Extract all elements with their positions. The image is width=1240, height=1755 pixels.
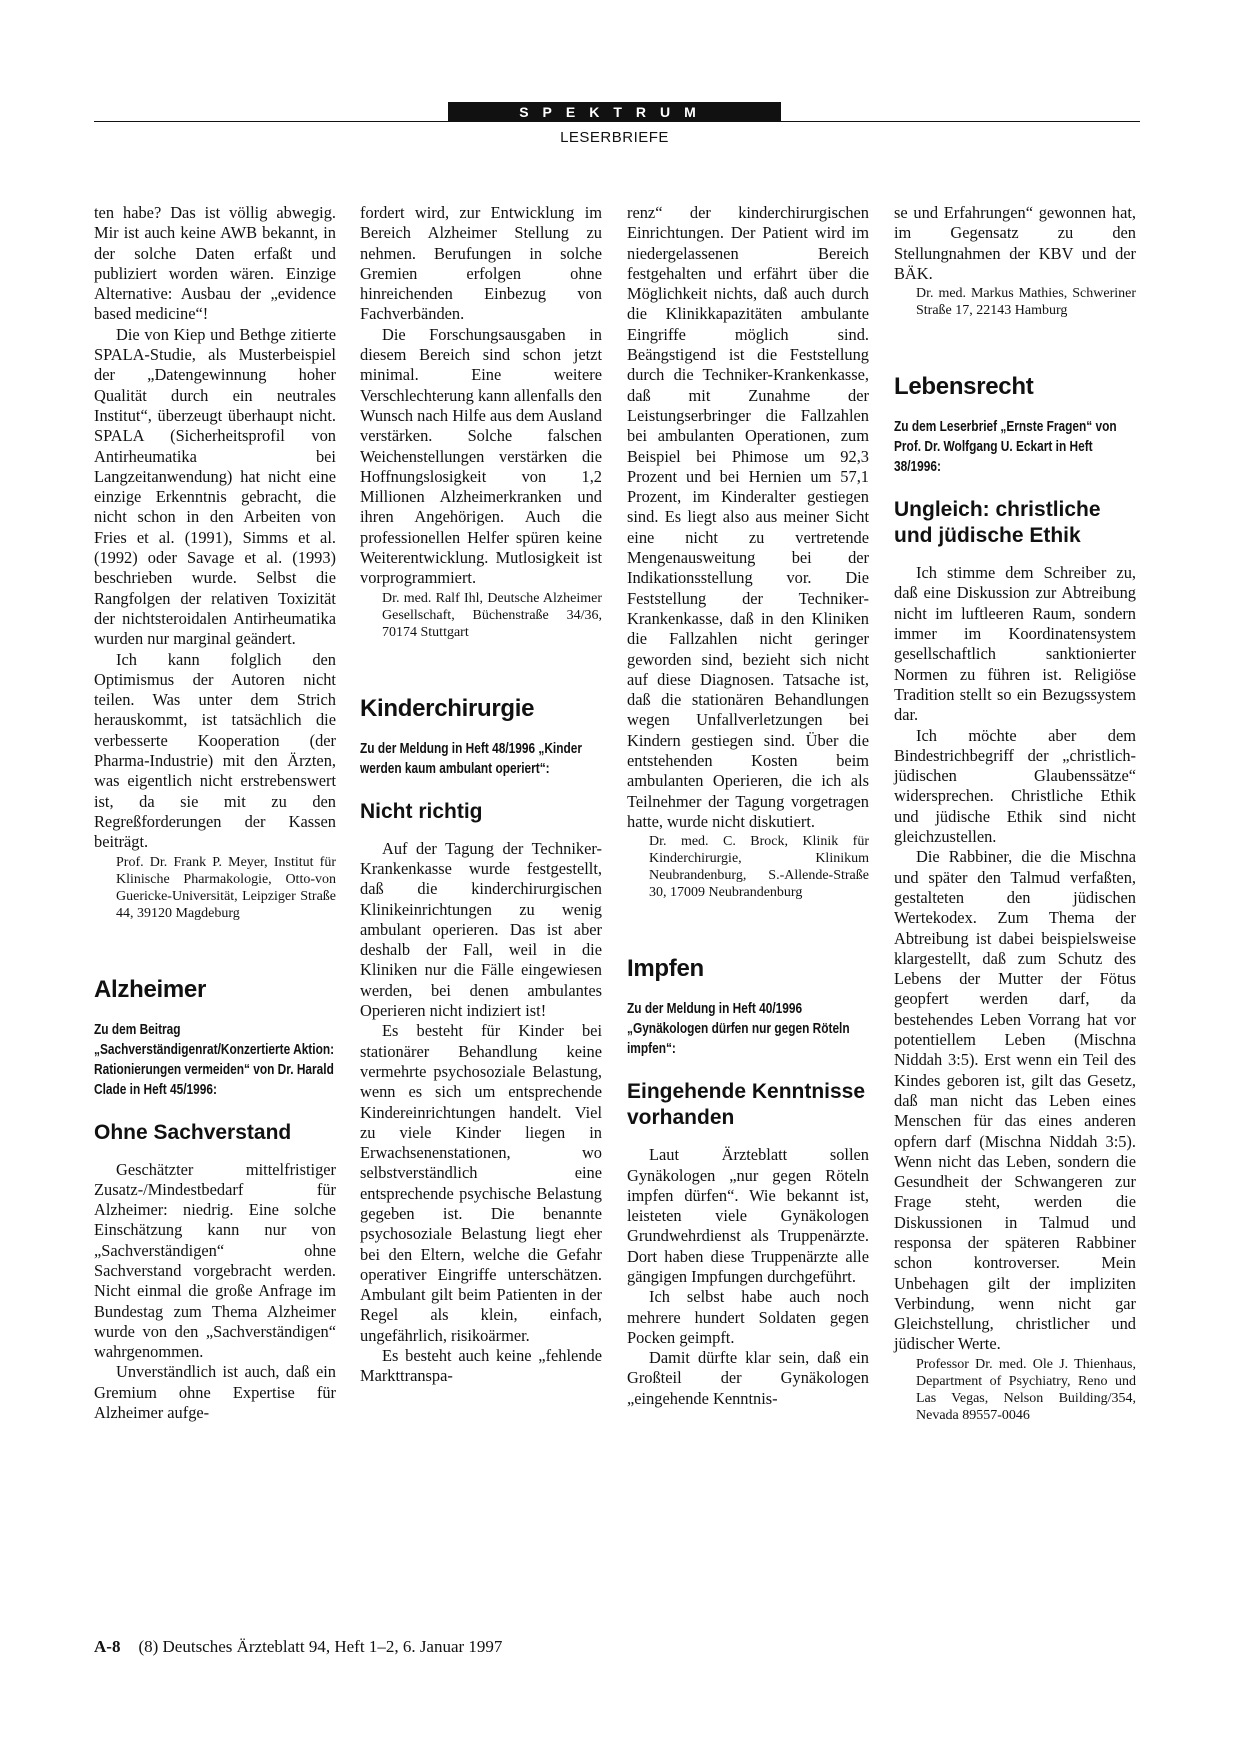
author-signature: Prof. Dr. Frank P. Meyer, Institut für Klinische Pharmakologie, Otto-von Guericke-Universität, Leipziger Straße 44, 39120 Magdeburg xyxy=(116,854,336,921)
paragraph: Geschätzter mittelfristiger Zusatz-/Mindestbedarf für Alzheimer: niedrig. Eine solche Einschätzung kann nur von „Sachverständigen“ ohne Sachverstand vorgebracht werden. Nicht einmal die große Anfrage im Bundestag zum Thema Alzheimer wurde von den „Sachverständigen“ wahrgenommen. xyxy=(94,1159,336,1362)
letter-headline: Eingehende Kenntnisse vorhanden xyxy=(627,1080,866,1130)
section-heading: Impfen xyxy=(627,955,704,983)
letter-headline: Ungleich: christliche und jüdische Ethik xyxy=(894,498,1101,548)
text-column-4 xyxy=(894,203,1136,1424)
author-signature: Professor Dr. med. Ole J. Thienhaus, Department of Psychiatry, Reno und Las Vegas, Nelson Building/354, Nevada 89557-0046 xyxy=(916,1356,1136,1423)
header-rule xyxy=(94,121,1140,122)
paragraph: Die Forschungsausgaben in diesem Bereich sind schon jetzt minimal. Eine weitere Verschlechterung kann allenfalls den Wunsch nach Hilfe aus dem Ausland verstärken. Solche falschen Weichenstellungen verstärken die Hoffnungslosigkeit von 1,2 Millionen Alzheimerkranken und ihren Angehörigen. Auch die professionellen Helfer spüren keine Weiterentwicklung. Mutlosigkeit ist vorprogrammiert. xyxy=(360,324,602,588)
reference-line: Zu dem Beitrag „Sachverständigenrat/Konzertierte Aktion: Rationierungen vermeiden“ von Dr. Harald Clade in Heft 45/1996: xyxy=(94,1021,335,1098)
section-heading: Lebensrecht xyxy=(894,373,1034,401)
reference-line: Zu dem Leserbrief „Ernste Fragen“ von Prof. Dr. Wolfgang U. Eckart in Heft 38/1996: xyxy=(894,419,1117,476)
author-signature: Dr. med. C. Brock, Klinik für Kinderchirurgie, Klinikum Neubrandenburg, S.-Allende-Straße 30, 17009 Neubrandenburg xyxy=(649,834,869,901)
paragraph: Ich möchte aber dem Bindestrichbegriff der „christlich-jüdischen Glaubenssätze“ widersprechen. Christliche Ethik und jüdische Ethik sind nicht gleichzustellen. xyxy=(894,725,1136,847)
paragraph: Die von Kiep und Bethge zitierte SPALA-Studie, als Musterbeispiel der „Datengewinnung hoher Qualität durch ein neutrales Institut“, überzeugt überhaupt nicht. SPALA (Sicherheitsprofil von Antirheumatika bei Langzeitanwendung) hat nicht eine einzige Erkenntnis gebracht, die nicht schon in den Arbeiten von Fries et al. (1991), Simms et al. (1992) oder Savage et al. (1993) beschrieben wurde. Selbst die Rangfolgen der relativen Toxizität der nichtsteroidalen Antirheumatika wurden nur marginal geändert. xyxy=(94,324,336,649)
section-heading: Alzheimer xyxy=(94,975,207,1003)
paragraph: Damit dürfte klar sein, daß ein Großteil der Gynäkologen „eingehende Kenntnis- xyxy=(627,1348,869,1408)
author-signature: Dr. med. Ralf Ihl, Deutsche Alzheimer Gesellschaft, Büchenstraße 34/36, 70174 Stuttgart xyxy=(382,590,602,640)
paragraph: fordert wird, zur Entwicklung im Bereich Alzheimer Stellung zu nehmen. Berufungen in solche Gremien erfolgen ohne hinreichenden Einbezug von Fachverbänden. xyxy=(360,203,602,324)
section-heading: Kinderchirurgie xyxy=(360,694,535,722)
letter-headline: Ohne Sachverstand xyxy=(94,1120,292,1144)
paragraph: Es besteht für Kinder bei stationärer Behandlung keine vermehrte psychosoziale Belastung, wenn es sich um entsprechende Kindereinrichtungen handelt. Viel zu viele Kinder liegen in Erwachsenenstationen, wo selbstverständlich eine entsprechende psychische Belastung gegeben ist. Die benannte psychosoziale Belastung liegt eher bei den Eltern, welche die Gefahr operativer Eingriffe unterschätzen. Ambulant gilt beim Patienten in der Regel als klein, einfach, ungefährlich, risikoärmer. xyxy=(360,1021,602,1345)
section-band xyxy=(448,102,781,122)
reference-line: Zu der Meldung in Heft 40/1996 „Gynäkologen dürfen nur gegen Röteln impfen“: xyxy=(627,1001,850,1058)
paragraph: Ich stimme dem Schreiber zu, daß eine Diskussion zur Abtreibung nicht im luftleeren Raum, sondern immer im Koordinatensystem gesellschaftlich sanktionierter Normen zu führen ist. Religiöse Tradition stellt so ein Bezugssystem dar. xyxy=(894,563,1136,725)
paragraph: Die Rabbiner, die die Mischna und später den Talmud verfaßten, gestalteten den jüdischen Wertekodex. Zum Thema der Abtreibung ist dabei beispielsweise klargestellt, daß zum Schutz des Lebens der Mutter der Fötus geopfert werden darf, da bestehendes Leben Vorrang hat vor potentiellem Leben (Mischna Niddah 3:5). Erst wenn ein Teil des Kindes geboren ist, gilt das Gesetz, daß man nicht das Leben eines Menschen für das eines anderen opfern darf (Mischna Niddah 3:5). Wenn nicht das Leben, sondern die Gesundheit der Schwangeren zur Frage steht, werden die Diskussionen in Talmud und responsa der späteren Rabbiner schon kontroverser. Mein Unbehagen gilt der impliziten Verbindung, wenn nicht gar Gleichstellung, christlicher und jüdischer Werte. xyxy=(894,847,1136,1354)
letter-headline: Nicht richtig xyxy=(360,799,483,823)
paragraph: ten habe? Das ist völlig abwegig. Mir ist auch keine AWB bekannt, in der solche Daten erfaßt und publiziert worden wären. Einzige Alternative: Ausbau der „evidence based medicine“! xyxy=(94,203,336,324)
paragraph: Laut Ärzteblatt sollen Gynäkologen „nur gegen Röteln impfen dürfen“. Wie bekannt ist, leisteten viele Gynäkologen Grundwehrdienst als Truppenärzte. Dort haben diese Truppenärzte alle gängigen Impfungen durchgeführt. xyxy=(627,1145,869,1286)
paragraph: Unverständlich ist auch, daß ein Gremium ohne Expertise für Alzheimer aufge- xyxy=(94,1362,336,1423)
text-column-3 xyxy=(627,203,869,1409)
text-column-1 xyxy=(94,203,336,1423)
journal-citation: (8) Deutsches Ärzteblatt 94, Heft 1–2, 6. Januar 1997 xyxy=(138,1637,503,1656)
reference-line: Zu der Meldung in Heft 48/1996 „Kinder werden kaum ambulant operiert“: xyxy=(360,740,582,777)
section-title: SPEKTRUM xyxy=(519,104,710,120)
paragraph: Ich selbst habe auch noch mehrere hundert Soldaten gegen Pocken geimpft. xyxy=(627,1287,869,1347)
author-signature: Dr. med. Markus Mathies, Schweriner Straße 17, 22143 Hamburg xyxy=(916,286,1136,319)
page-number: A-8 xyxy=(94,1637,121,1656)
section-subtitle: LESERBRIEFE xyxy=(560,129,669,146)
text-column-2 xyxy=(360,203,602,1387)
paragraph: se und Erfahrungen“ gewonnen hat, im Gegensatz zu den Stellungnahmen der KBV und der BÄK. xyxy=(894,203,1136,283)
paragraph: Ich kann folglich den Optimismus der Autoren nicht teilen. Was unter dem Strich herauskommt, ist tatsächlich die verbesserte Kooperation (der Pharma-Industrie) mit den Ärzten, was eigentlich nicht erstrebenswert ist, da sie mit zu den Regreßforderungen der Kassen beiträgt. xyxy=(94,649,336,852)
paragraph: Auf der Tagung der Techniker-Krankenkasse wurde festgestellt, daß die kinderchirurgischen Klinikeinrichtungen zu wenig ambulant operieren. Das ist aber deshalb der Fall, weil in die Kliniken nur die Fälle eingewiesen werden, bei denen ambulantes Operieren nicht indiziert ist! xyxy=(360,838,602,1021)
page-footer xyxy=(94,1637,502,1657)
paragraph: Es besteht auch keine „fehlende Markttranspa- xyxy=(360,1346,602,1386)
paragraph: renz“ der kinderchirurgischen Einrichtungen. Der Patient wird im niedergelassenen Bereich festgehalten und erfährt über die Möglichkeit nichts, daß auch durch die Klinikkapazitäten ambulante Eingriffe möglich sind. Beängstigend ist die Feststellung durch die Techniker-Krankenkasse, daß mit Zunahme der Leistungserbringer die Fallzahlen bei ambulanten Operationen, zum Beispiel bei Phimose um 92,3 Prozent und bei Hernien um 57,1 Prozent, im Kinderalter gestiegen sind. Es liegt also aus meiner Sicht eine nicht zu vertretende Mengenausweitung bei der Indikationsstellung vor. Die Feststellung der Techniker-Krankenkasse, daß in den Kliniken die Fallzahlen nicht geringer geworden sind, bezieht sich nicht auf diese Diagnosen. Tatsache ist, daß die stationären Behandlungen wegen Unfallverletzungen bei Kindern gestiegen sind. Über die entstehenden Kosten beim ambulanten Operieren, die ich als Teilnehmer der Tagung vorgetragen hatte, wurde nicht diskutiert. xyxy=(627,203,869,831)
